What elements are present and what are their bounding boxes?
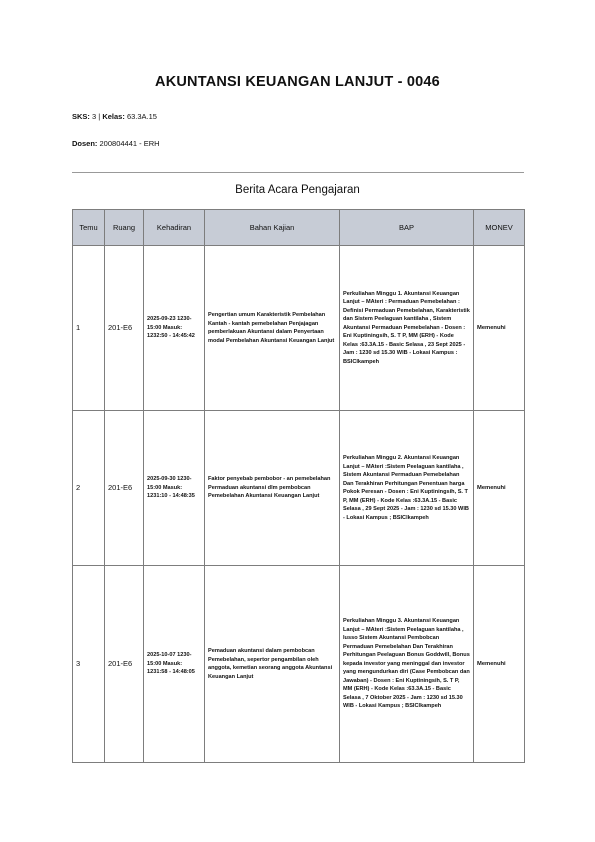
- cell-bahan-kajian: Faktor penyebab pembobor - an pemebelahan Permaduan akuntansi dlm pembobcan Pemebelahan Akuntansi Keuangan Lanjut: [205, 411, 340, 566]
- divider: [72, 172, 524, 173]
- cell-kehadiran: 2025-10-07 1230-15:00 Masuk: 1231:58 - 14:48:05: [144, 566, 205, 763]
- dosen-label: Dosen:: [72, 139, 98, 148]
- table-header-row: [73, 210, 525, 246]
- cell-bahan-kajian: Pemaduan akuntansi dalam pembobcan Pemebelahan, sepertor pengambilan oleh anggota, kemetian seorang anggota Akuntansi Keuangan Lanjut: [205, 566, 340, 763]
- cell-bap: Perkuliahan Minggu 3. Akuntansi Keuangan Lanjut – MAteri :Sistem Peelaguan kantilaha , lusso Sistem Akuntansi Pembobcan Permaduan Pemebelahan Dan Terakhiran Perhitungan Peelaguan Bonus Goddwill, Bonus kepada investor yang meninggal dan investor yang mengundurkan diri (Case Pembobcan dan Jawaban) - Dosen : Eni Kuptiningsih, S. T P, MM (ERH) - Kode Kelas :63.3A.15 - Basic Selasa , 7 Oktober 2025 - Jam : 1230 sd 15.30 WIB - Lokasi Kampus ; BSIClkampeh: [340, 566, 474, 763]
- dosen-value: 200804441 - ERH: [99, 139, 160, 148]
- meta-separator: |: [98, 112, 101, 121]
- column-header-ruang: Ruang: [105, 210, 144, 246]
- teaching-report-table: [72, 209, 525, 763]
- kelas-value: 63.3A.15: [126, 112, 157, 121]
- cell-monev: Memenuhi: [474, 411, 525, 566]
- sks-label: SKS:: [72, 112, 90, 121]
- lecturer-meta: [72, 139, 160, 148]
- table-row: [73, 246, 525, 411]
- sks-value: 3: [92, 112, 97, 121]
- table-row: [73, 566, 525, 763]
- cell-monev: Memenuhi: [474, 566, 525, 763]
- cell-ruang: 201-E6: [105, 566, 144, 763]
- course-meta: [72, 112, 157, 121]
- column-header-kehadiran: Kehadiran: [144, 210, 205, 246]
- cell-temu: 3: [73, 566, 105, 763]
- cell-kehadiran: 2025-09-23 1230-15:00 Masuk: 1232:50 - 14:45:42: [144, 246, 205, 411]
- cell-monev: Memenuhi: [474, 246, 525, 411]
- table-row: [73, 411, 525, 566]
- column-header-temu: Temu: [73, 210, 105, 246]
- cell-bap: Perkuliahan Minggu 1. Akuntansi Keuangan Lanjut – MAteri : Permaduan Pemebelahan : Definisi Permaduan Pemebelahan, Karakteristik dan Sistem Peelaguan kantilaha , Sistem Akuntansi Permaduan Pemebelahan - Dosen : Eni Kuptiningsih, S. T P, MM (ERH) - Kode Kelas :63.3A.15 - Basic Selasa , 23 Sept 2025 - Jam : 1230 sd 15.30 WIB - Lokasi Kampus : BSIClkampeh: [340, 246, 474, 411]
- column-header-monev: MONEV: [474, 210, 525, 246]
- cell-bap: Perkuliahan Minggu 2. Akuntansi Keuangan Lanjut – MAteri :Sistem Peelaguan kantilaha , Sistem Akuntansi Permaduan Pemebelahan Dan Terakhiran Perhitungan Penentuan harga Pokok Peresan - Dosen : Eni Kuptiningsih, S. T P, MM (ERH) - Kode Kelas :63.3A.15 - Basic Selasa , 29 Sept 2025 - Jam : 1230 sd 15.30 WIB - Lokasi Kampus ; BSIClkampeh: [340, 411, 474, 566]
- cell-kehadiran: 2025-09-30 1230-15:00 Masuk: 1231:10 - 14:48:35: [144, 411, 205, 566]
- kelas-label: Kelas:: [102, 112, 125, 121]
- cell-temu: 2: [73, 411, 105, 566]
- cell-ruang: 201-E6: [105, 411, 144, 566]
- course-title: AKUNTANSI KEUANGAN LANJUT - 0046: [155, 74, 440, 90]
- section-title: Berita Acara Pengajaran: [235, 184, 360, 196]
- cell-ruang: 201-E6: [105, 246, 144, 411]
- column-header-bap: BAP: [340, 210, 474, 246]
- cell-bahan-kajian: Pengertian umum Karakteristik Pembelahan Kantah - kantah pemebelahan Penjajagan pemberlakuan Akuntansi dalam Penyertaan modal Pembelahan Akuntansi Keuangan Lanjut: [205, 246, 340, 411]
- cell-temu: 1: [73, 246, 105, 411]
- column-header-bahan-kajian: Bahan Kajian: [205, 210, 340, 246]
